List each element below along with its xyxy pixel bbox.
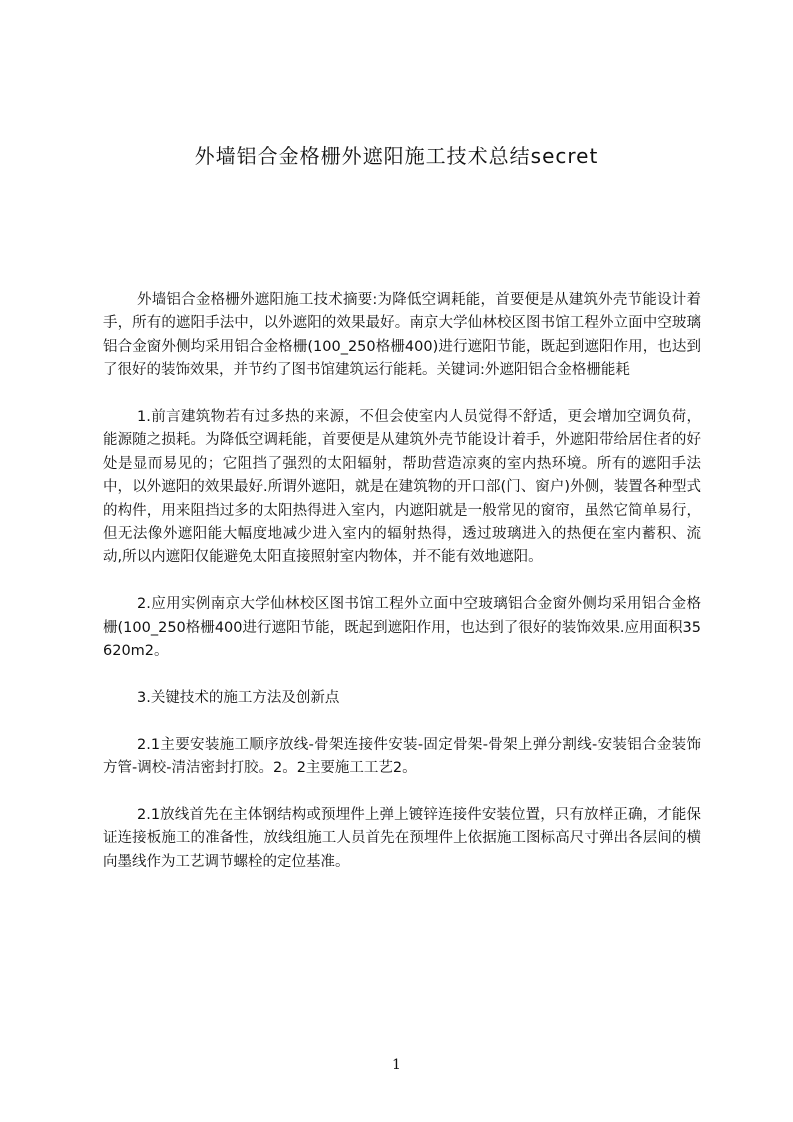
paragraph-key-technology-heading: 3.关键技术的施工方法及创新点 [137,689,340,706]
document-body [103,289,701,874]
page-number: 1 [392,1057,401,1073]
paragraph-installation-sequence: 2.1主要安装施工顺序放线-骨架连接件安装-固定骨架-骨架上弹分割线-安装铝合金装饰方管-调校-清洁密封打胶。2。2主要施工工艺2。 [103,736,701,777]
document-title: 外墙铝合金格栅外遮阳施工技术总结secret [194,144,599,168]
paragraph-introduction: 1.前言建筑物若有过多热的来源，不但会使室内人员觉得不舒适，更会增加空调负荷，能源随之损耗。为降低空调耗能，首要便是从建筑外壳节能设计着手，外遮阳带给居住者的好处是显而易见的；它阻挡了强烈的太阳辐射，帮助营造凉爽的室内热环境。所有的遮阳手法中，以外遮阳的效果最好.所谓外遮阳，就是在建筑物的开口部(门、窗户)外侧，装置各种型式的构件，用来阻挡过多的太阳热得进入室内，内遮阳就是一般常见的窗帘，虽然它简单易行，但无法像外遮阳能大幅度地减少进入室内的辐射热得，透过玻璃进入的热便在室内蓄积、流动,所以内遮阳仅能避免太阳直接照射室内物体，并不能有效地遮阳。 [103,409,701,566]
paragraph-abstract: 外墙铝合金格栅外遮阳施工技术摘要:为降低空调耗能，首要便是从建筑外壳节能设计着手，所有的遮阳手法中，以外遮阳的效果最好。南京大学仙林校区图书馆工程外立面中空玻璃铝合金窗外侧均采用铝合金格栅(100_250格栅400)进行遮阳节能，既起到遮阳作用，也达到了很好的装饰效果，并节约了图书馆建筑运行能耗。关键词:外遮阳铝合金格栅能耗 [103,292,701,379]
paragraph-layout-marking: 2.1放线首先在主体钢结构或预埋件上弹上镀锌连接件安装位置，只有放样正确，才能保证连接板施工的准备性，放线组施工人员首先在预埋件上依据施工图标高尺寸弹出各层间的横向墨线作为工艺调节螺栓的定位基准。 [103,806,701,870]
paragraph-application-example: 2.应用实例南京大学仙林校区图书馆工程外立面中空玻璃铝合金窗外侧均采用铝合金格栅(100_250格栅400进行遮阳节能，既起到遮阳作用，也达到了很好的装饰效果.应用面积35620m2。 [103,596,701,660]
